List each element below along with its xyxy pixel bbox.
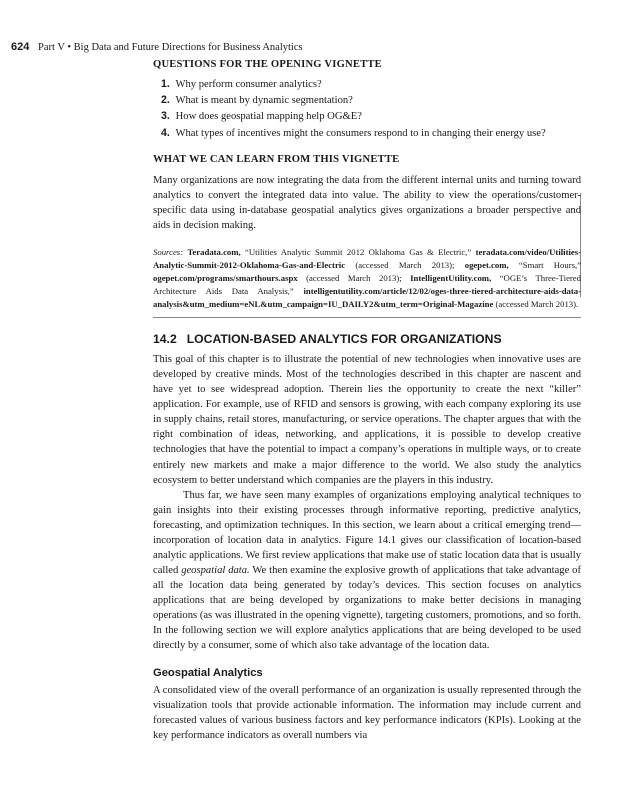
sources-bottom-rule: [153, 317, 581, 318]
question-item: 2. What is meant by dynamic segmentation?: [161, 94, 353, 107]
page-content: [153, 59, 581, 743]
questions-heading: QUESTIONS FOR THE OPENING VIGNETTE: [153, 59, 382, 70]
running-title: Part V • Big Data and Future Directions for Business Analytics: [37, 42, 303, 53]
question-item: 4. What types of incentives might the consumers respond to in changing their energy use?: [161, 126, 546, 139]
section-title: LOCATION-BASED ANALYTICS FOR ORGANIZATIONS: [186, 332, 502, 347]
sources-note: Sources: Teradata.com, “Utilities Analytic Summit 2012 Oklahoma Gas & Electric,” teradata.com/video/Utilities-Analytic-Summit-2012-Oklahoma-Gas-and-Electric (accessed March 2013); ogepet.com, “Smart Hours,” ogepet.com/programs/smarthours.aspx (accessed March 2013); IntelligentUtility.com, “OGE’s Three-Tiered Architecture Aids Data Analysis,” intelligentutility.com/article/12/02/oges-three-tiered-architecture-aids-data-analysis&utm_medium=eNL&utm_campaign=IU_DAILY2&utm_term=Original-Magazine (accessed March 2013).: [153, 247, 582, 310]
question-item: 3. How does geospatial mapping help OG&E?: [161, 110, 362, 123]
geospatial-heading: Geospatial Analytics: [153, 666, 263, 679]
section-number: 14.2: [153, 332, 177, 347]
page-number: 624: [11, 41, 30, 53]
section-paragraph-1: This goal of this chapter is to illustrate the potential of new technologies when innovative uses are developed by creative minds. Most of the technologies described in this chapter are nascent and have yet to see widespread adoption. Therein lies the opportunity to create the next “killer” application. For example, use of RFID and sensors is growing, with each company exploring its use in supply chains, retail stores, manufacturing, or service operations. The chapter argues that with the right combination of ideas, networking, and applications, it is possible to develop creative technologies that have the potential to impact a company’s operations in multiple ways, or to create entirely new markets and make a major difference to the world. We also study the analytics ecosystem to better understand which companies are the players in this industry.: [153, 354, 581, 486]
learn-paragraph: Many organizations are now integrating the data from the different internal units and turning toward analytics to convert the integrated data into value. The ability to view the operations/customer-specific data using in-database geospatial analytics gives organizations a broader perspective and aids in decision making.: [153, 174, 581, 232]
questions-list: [153, 78, 581, 140]
question-item: 1. Why perform consumer analytics?: [161, 78, 322, 90]
running-header: [11, 41, 303, 53]
geospatial-paragraph: A consolidated view of the overall performance of an organization is usually represented through the visualization tools that provide actionable information. The information may include current and forecasted values of various business factors and key performance indicators (KPIs). Looking at the key performance indicators as overall numbers via: [153, 684, 581, 742]
section-paragraph-2: Thus far, we have seen many examples of organizations employing analytical techniques to gain insights into their existing processes through informative reporting, predictive analytics, forecasting, and optimization techniques. In this section, we learn about a critical emerging trend—incorporation of location data in analytics. Figure 14.1 gives our classification of location-based analytic applications. We first review applications that make use of static location data that is usually called geospatial data. We then examine the explosive growth of applications that take advantage of all the location data being generated by today’s devices. This section focuses on analytics applications that are being developed by organizations to make better decisions in managing operations (as was illustrated in the opening vignette), targeting customers, promotions, and so forth. In the following section we will explore analytics applications that are being developed to be used directly by a consumer, some of which also take advantage of the location data.: [153, 489, 581, 651]
learn-heading: WHAT WE CAN LEARN FROM THIS VIGNETTE: [153, 153, 400, 165]
section-heading: [153, 332, 581, 346]
